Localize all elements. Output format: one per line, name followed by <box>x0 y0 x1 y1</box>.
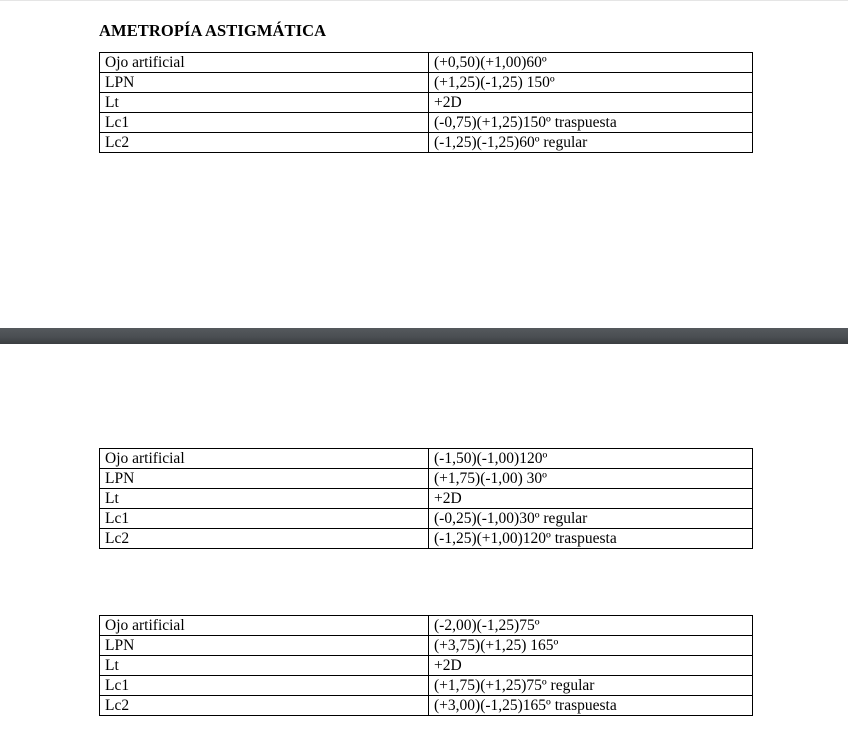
row-label: Lc1 <box>100 113 429 133</box>
table-row <box>100 529 753 549</box>
ametropia-table-2 <box>99 448 753 549</box>
document-title: AMETROPÍA ASTIGMÁTICA <box>99 21 327 40</box>
table-row <box>100 449 753 469</box>
table-row <box>100 676 753 696</box>
row-label: Lt <box>100 656 429 676</box>
table-row <box>100 489 753 509</box>
row-value: (+1,75)(+1,25)75º regular <box>429 676 753 696</box>
table-row <box>100 113 753 133</box>
table-row <box>100 696 753 716</box>
page-separator <box>0 328 848 344</box>
ametropia-table-1 <box>99 52 753 153</box>
row-value: (-1,50)(-1,00)120º <box>429 449 753 469</box>
row-label: Lt <box>100 93 429 113</box>
table-row <box>100 656 753 676</box>
row-value: (-0,75)(+1,25)150º traspuesta <box>429 113 753 133</box>
row-value: (+0,50)(+1,00)60º <box>429 53 753 73</box>
table-row <box>100 93 753 113</box>
row-value: (+1,75)(-1,00) 30º <box>429 469 753 489</box>
row-label: Ojo artificial <box>100 53 429 73</box>
row-label: Ojo artificial <box>100 449 429 469</box>
row-value: (+1,25)(-1,25) 150º <box>429 73 753 93</box>
row-value: (+3,00)(-1,25)165º traspuesta <box>429 696 753 716</box>
row-value: (-1,25)(+1,00)120º traspuesta <box>429 529 753 549</box>
row-value: +2D <box>429 489 753 509</box>
table-row <box>100 133 753 153</box>
document-page-1 <box>0 0 848 329</box>
row-label: Lt <box>100 489 429 509</box>
row-label: LPN <box>100 636 429 656</box>
row-label: Lc2 <box>100 133 429 153</box>
row-label: LPN <box>100 469 429 489</box>
row-label: Ojo artificial <box>100 616 429 636</box>
table-row <box>100 469 753 489</box>
table-row <box>100 509 753 529</box>
table-row <box>100 636 753 656</box>
table-row <box>100 53 753 73</box>
row-value: (-1,25)(-1,25)60º regular <box>429 133 753 153</box>
row-label: Lc2 <box>100 529 429 549</box>
ametropia-table-3 <box>99 615 753 716</box>
row-label: Lc1 <box>100 509 429 529</box>
row-value: (-0,25)(-1,00)30º regular <box>429 509 753 529</box>
table-row <box>100 616 753 636</box>
row-label: Lc1 <box>100 676 429 696</box>
row-value: (+3,75)(+1,25) 165º <box>429 636 753 656</box>
row-value: (-2,00)(-1,25)75º <box>429 616 753 636</box>
row-label: LPN <box>100 73 429 93</box>
table-row <box>100 73 753 93</box>
row-value: +2D <box>429 656 753 676</box>
row-label: Lc2 <box>100 696 429 716</box>
row-value: +2D <box>429 93 753 113</box>
